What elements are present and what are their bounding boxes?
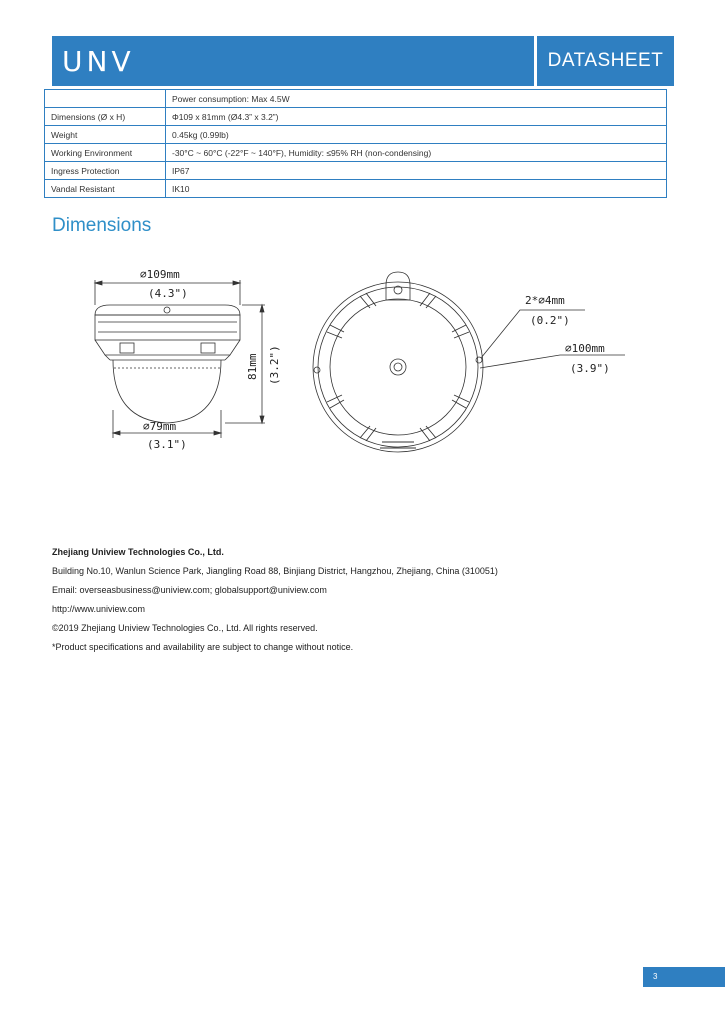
- spec-key: Weight: [45, 126, 166, 144]
- disclaimer: *Product specifications and availability are subject to change without notice.: [52, 642, 354, 652]
- spec-key: Dimensions (Ø x H): [45, 108, 166, 126]
- section-title: Dimensions: [52, 215, 152, 236]
- spec-value: IP67: [166, 162, 667, 180]
- table-row: [45, 162, 667, 180]
- company-address: Building No.10, Wanlun Science Park, Jiangling Road 88, Binjiang District, Hangzhou, Zhejiang, China (310051): [52, 566, 498, 576]
- spec-value: IK10: [166, 180, 667, 198]
- datasheet-label: DATASHEET: [547, 50, 664, 71]
- company-website: http://www.uniview.com: [52, 604, 146, 614]
- unv-logo: UNV: [62, 44, 135, 78]
- side-view: [95, 268, 281, 451]
- datasheet-tab: [534, 36, 674, 86]
- mount-in-label: (3.9"): [570, 362, 610, 375]
- spec-value: 0.45kg (0.99lb): [166, 126, 667, 144]
- spec-value: Power consumption: Max 4.5W: [166, 90, 667, 108]
- dimension-drawing: [80, 260, 640, 465]
- table-row: [45, 144, 667, 162]
- header-bar: [52, 36, 674, 86]
- bottom-dia-label: ∅79mm: [143, 420, 177, 433]
- copyright-notice: ©2019 Zhejiang Uniview Technologies Co., Ltd. All rights reserved.: [52, 623, 318, 633]
- hole-in-label: (0.2"): [530, 314, 570, 327]
- table-row: [45, 90, 667, 108]
- spec-key: Ingress Protection: [45, 162, 166, 180]
- spec-key: Vandal Resistant: [45, 180, 166, 198]
- side-top-in-label: (4.3"): [148, 287, 188, 300]
- mount-dia-label: ∅100mm: [565, 342, 605, 355]
- height-in-label: (3.2"): [268, 345, 281, 385]
- side-top-dia-label: ∅109mm: [140, 268, 180, 281]
- spec-table: [44, 89, 667, 198]
- page-number: 3: [643, 967, 725, 987]
- top-view: [313, 272, 625, 452]
- company-email: Email: overseasbusiness@uniview.com; globalsupport@uniview.com: [52, 585, 327, 595]
- table-row: [45, 108, 667, 126]
- spec-value: -30°C ~ 60°C (-22°F ~ 140°F), Humidity: ≤95% RH (non-condensing): [166, 144, 667, 162]
- spec-key: Working Environment: [45, 144, 166, 162]
- contact-block: [52, 543, 498, 657]
- table-row: [45, 126, 667, 144]
- hole-label: 2*∅4mm: [525, 294, 565, 307]
- height-mm-label: 81mm: [246, 353, 259, 380]
- company-name: Zhejiang Uniview Technologies Co., Ltd.: [52, 547, 224, 557]
- spec-value: Φ109 x 81mm (Ø4.3” x 3.2”): [166, 108, 667, 126]
- table-row: [45, 180, 667, 198]
- bottom-in-label: (3.1"): [147, 438, 187, 451]
- spec-key: [45, 90, 166, 108]
